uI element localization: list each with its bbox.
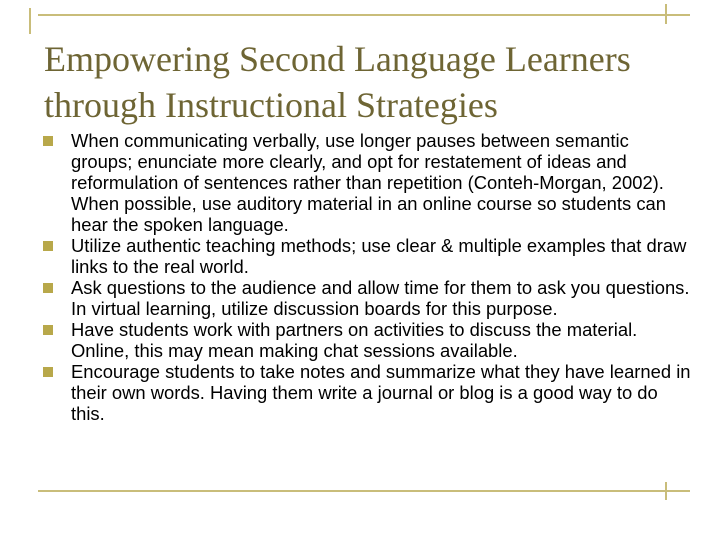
bottom-divider	[38, 490, 690, 492]
bullet-text: Utilize authentic teaching methods; use clear & multiple examples that draw links to the real world.	[71, 235, 687, 277]
top-tick-divider	[665, 4, 667, 24]
bullet-list	[43, 130, 693, 424]
square-bullet-icon	[43, 136, 53, 146]
slide-title	[44, 36, 704, 128]
bullet-item	[43, 361, 693, 424]
slide-title-line-2: through Instructional Strategies	[44, 85, 498, 125]
square-bullet-icon	[43, 367, 53, 377]
bullet-text: When communicating verbally, use longer pauses between semantic groups; enunciate more clearly, and opt for restatement of ideas and reformulation of sentences rather than repetition (Conteh-Morgan, 2002). When possible, use auditory material in an online course so students can hear the spoken language.	[71, 130, 666, 235]
bullet-text: Have students work with partners on activities to discuss the material. Online, this may mean making chat sessions available.	[71, 319, 638, 361]
square-bullet-icon	[43, 283, 53, 293]
bullet-item	[43, 319, 693, 361]
slide-title-line-1: Empowering Second Language Learners	[44, 39, 631, 79]
bullet-item	[43, 277, 693, 319]
bottom-tick-divider	[665, 482, 667, 500]
square-bullet-icon	[43, 241, 53, 251]
bullet-item	[43, 130, 693, 235]
bullet-text: Ask questions to the audience and allow time for them to ask you questions. In virtual learning, utilize discussion boards for this purpose.	[71, 277, 690, 319]
left-tick-divider	[29, 8, 31, 34]
square-bullet-icon	[43, 325, 53, 335]
bullet-text: Encourage students to take notes and summarize what they have learned in their own words. Having them write a journal or blog is a good way to do this.	[71, 361, 691, 424]
top-divider	[38, 14, 690, 16]
bullet-item	[43, 235, 693, 277]
